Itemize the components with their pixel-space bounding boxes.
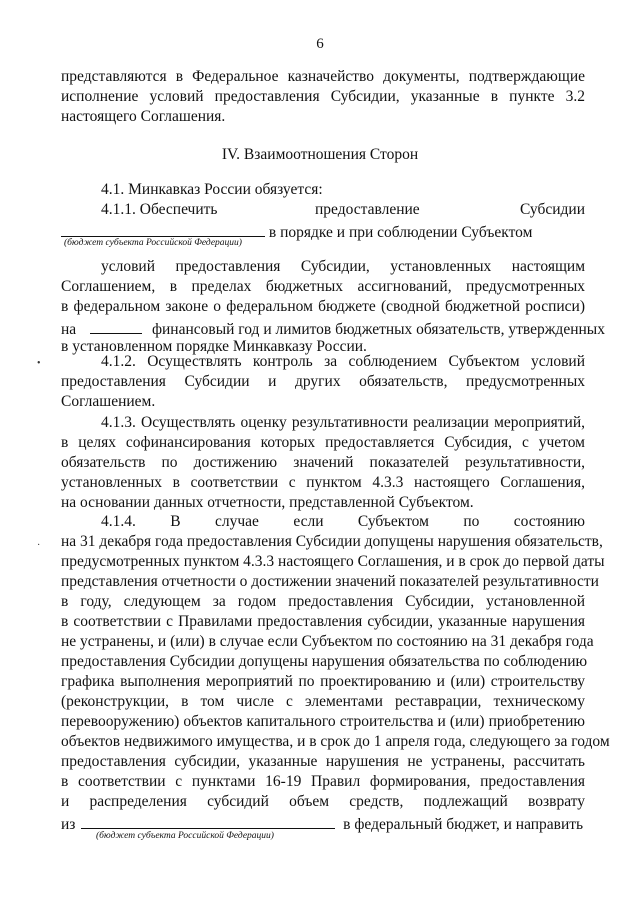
text-line: и распределения субсидий объем средств, подлежащий возврату	[61, 793, 585, 810]
text-line: на основании данных отчетности, представленной Субъектом.	[61, 494, 474, 511]
text-line: в целях софинансирования которых предоставляется Субсидия, с учетом	[61, 434, 585, 451]
text-line: 4.1.2. Осуществлять контроль за соблюдением Субъектом условий	[101, 353, 585, 370]
clause-4-1-1	[61, 180, 585, 240]
blank-field	[61, 220, 265, 237]
text-fragment: из	[61, 816, 76, 833]
text-line: 4.1.4. В случае если Субъектом по состоянию	[101, 513, 585, 530]
scan-mark: ·	[37, 540, 41, 551]
text-fragment: предоставление	[315, 201, 420, 218]
text-line: в установленном порядке Минкавказу России.	[61, 338, 367, 355]
text-line: Соглашением, в пределах бюджетных ассигнований, предусмотренных	[61, 278, 585, 295]
clause-4-1-1-cont	[61, 257, 605, 357]
text-fragment: на	[61, 321, 77, 338]
text-fragment: финансовый год и лимитов бюджетных обязательств, утвержденных	[151, 321, 605, 338]
text-line: графика выполнения мероприятий по проектированию и (или) строительству	[61, 673, 585, 690]
clause-4-1-4	[61, 512, 610, 833]
blank-field	[81, 812, 335, 829]
section-heading: IV. Взаимоотношения Сторон	[221, 146, 419, 163]
text-line: предоставления Субсидии и других обязательств, предусмотренных	[61, 373, 585, 390]
text-line	[61, 317, 605, 338]
text-fragment: в федеральный бюджет, и направить	[343, 816, 584, 833]
text-line: (реконструкции, в том числе с элементами реставрации, техническому	[61, 693, 585, 710]
text-line: не устранены, и (или) в случае если Субъектом по состоянию на 31 декабря года	[61, 633, 594, 650]
text-line: предусмотренных пунктом 4.3.3 настоящего Соглашения, и в срок до первой даты	[61, 553, 605, 570]
text-line: 4.1.3. Осуществлять оценку результативности реализации мероприятий,	[101, 414, 585, 431]
text-line: условий предоставления Субсидии, установленных настоящим	[101, 258, 585, 275]
text-line	[61, 200, 585, 220]
text-line: обязательств по достижению значений показателей результативности,	[61, 454, 585, 471]
field-caption: (бюджет субъекта Российской Федерации)	[96, 831, 274, 841]
text-line	[61, 220, 585, 240]
text-line: в федеральном законе о федеральном бюджете (сводной бюджетной росписи)	[61, 298, 585, 315]
text-line: исполнение условий предоставления Субсидии, указанные в пункте 3.2	[61, 88, 585, 105]
text-fragment: Субсидии	[519, 201, 585, 218]
text-line: в соответствии с Правилами предоставления субсидии, указанные нарушения	[61, 613, 585, 630]
text-line: представления отчетности о достижении значений показателей результативности	[61, 573, 599, 590]
scan-mark: •	[37, 358, 41, 369]
text-fragment: в порядке и при соблюдении Субъектом	[268, 224, 533, 241]
page-number: 6	[316, 36, 324, 52]
text-line: предоставления субсидии, указанные нарушения не устранены, рассчитать	[61, 753, 585, 770]
text-line: объектов недвижимого имущества, и в срок до 1 апреля года, следующего за годом	[61, 733, 610, 750]
text-line: перевооружению) объектов капитального строительства и (или) приобретению	[61, 713, 585, 730]
text-line: на 31 декабря года предоставления Субсидии допущены нарушения обязательств,	[61, 533, 603, 550]
text-line: в году, следующем за годом предоставления Субсидии, установленной	[61, 593, 585, 610]
text-line: предоставления Субсидии допущены нарушения обязательства по соблюдению	[61, 653, 588, 670]
text-line	[61, 812, 585, 832]
blank-field	[90, 317, 142, 334]
clause-4-1-3	[61, 413, 585, 513]
text-line: представляются в Федеральное казначейство документы, подтверждающие	[61, 68, 585, 85]
text-line: 4.1. Минкавказ России обязуется:	[101, 181, 323, 198]
text-line: Соглашением.	[61, 393, 156, 410]
field-caption: (бюджет субъекта Российской Федерации)	[64, 238, 242, 248]
text-fragment: 4.1.1. Обеспечить	[101, 201, 218, 218]
text-line: в соответствии с пунктами 16-19 Правил формирования, предоставления	[61, 773, 585, 790]
intro-paragraph	[61, 67, 585, 127]
text-line: установленных в соответствии с пунктом 4.3.3 настоящего Соглашения,	[61, 474, 585, 491]
text-line: настоящего Соглашения.	[61, 108, 226, 125]
clause-4-1-2	[61, 352, 585, 412]
